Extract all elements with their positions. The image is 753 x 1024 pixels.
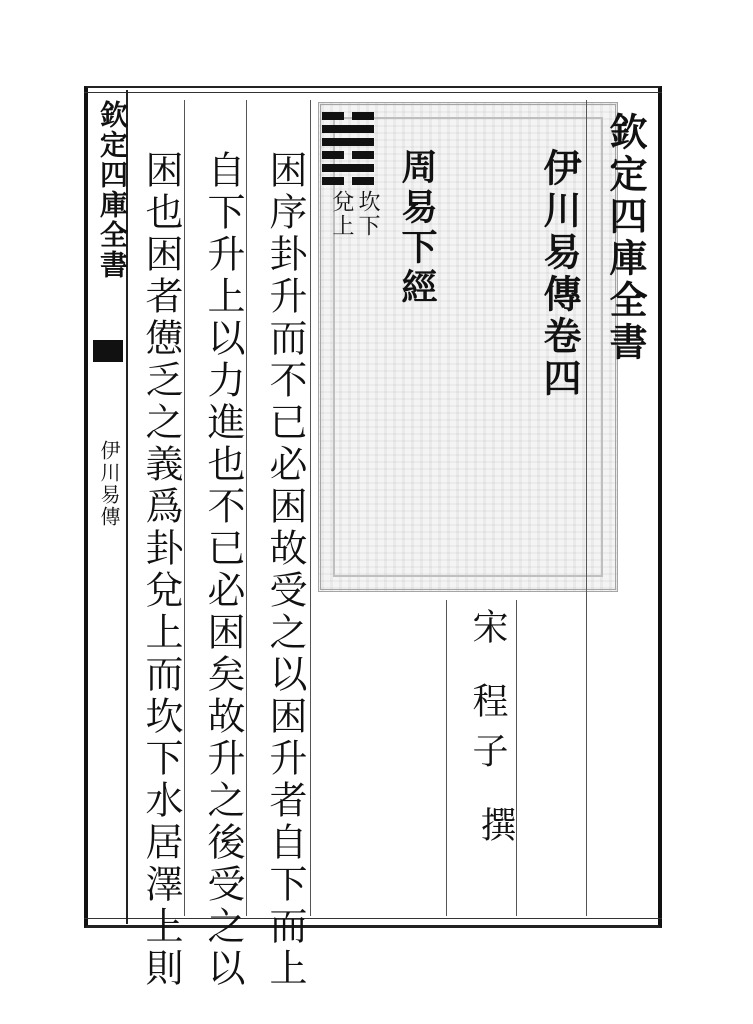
trigram-lower-label: 坎下 xyxy=(355,190,380,238)
body-text-line-1: 困序卦升而不已必困故受之以困升者自下而上 xyxy=(263,150,307,990)
author-name: 程子 xyxy=(467,682,508,782)
book-collection-title: 欽定四庫全書 xyxy=(603,112,648,364)
author-dynasty: 宋 xyxy=(467,608,508,644)
column-rule xyxy=(586,100,587,916)
body-text-line-3: 困也困者憊乏之義爲卦兌上而坎下水居澤上則 xyxy=(139,150,183,990)
body-text-line-2: 自下升上以力進也不已必困矣故升之後受之以 xyxy=(201,150,245,990)
section-title: 周易下經 xyxy=(396,148,438,308)
trigram-upper-label: 兌上 xyxy=(329,190,354,238)
hexagram-icon xyxy=(322,112,380,184)
margin-book-name: 伊川易傳 xyxy=(97,440,121,528)
fish-tail-mark-icon xyxy=(93,340,123,362)
top-rule xyxy=(84,92,662,93)
column-rule xyxy=(446,600,447,916)
margin-collection-title: 欽定四庫全書 xyxy=(96,100,129,280)
column-rule xyxy=(516,600,517,916)
volume-title: 伊川易傳卷四 xyxy=(537,148,582,400)
author-role: 撰 xyxy=(475,806,516,842)
